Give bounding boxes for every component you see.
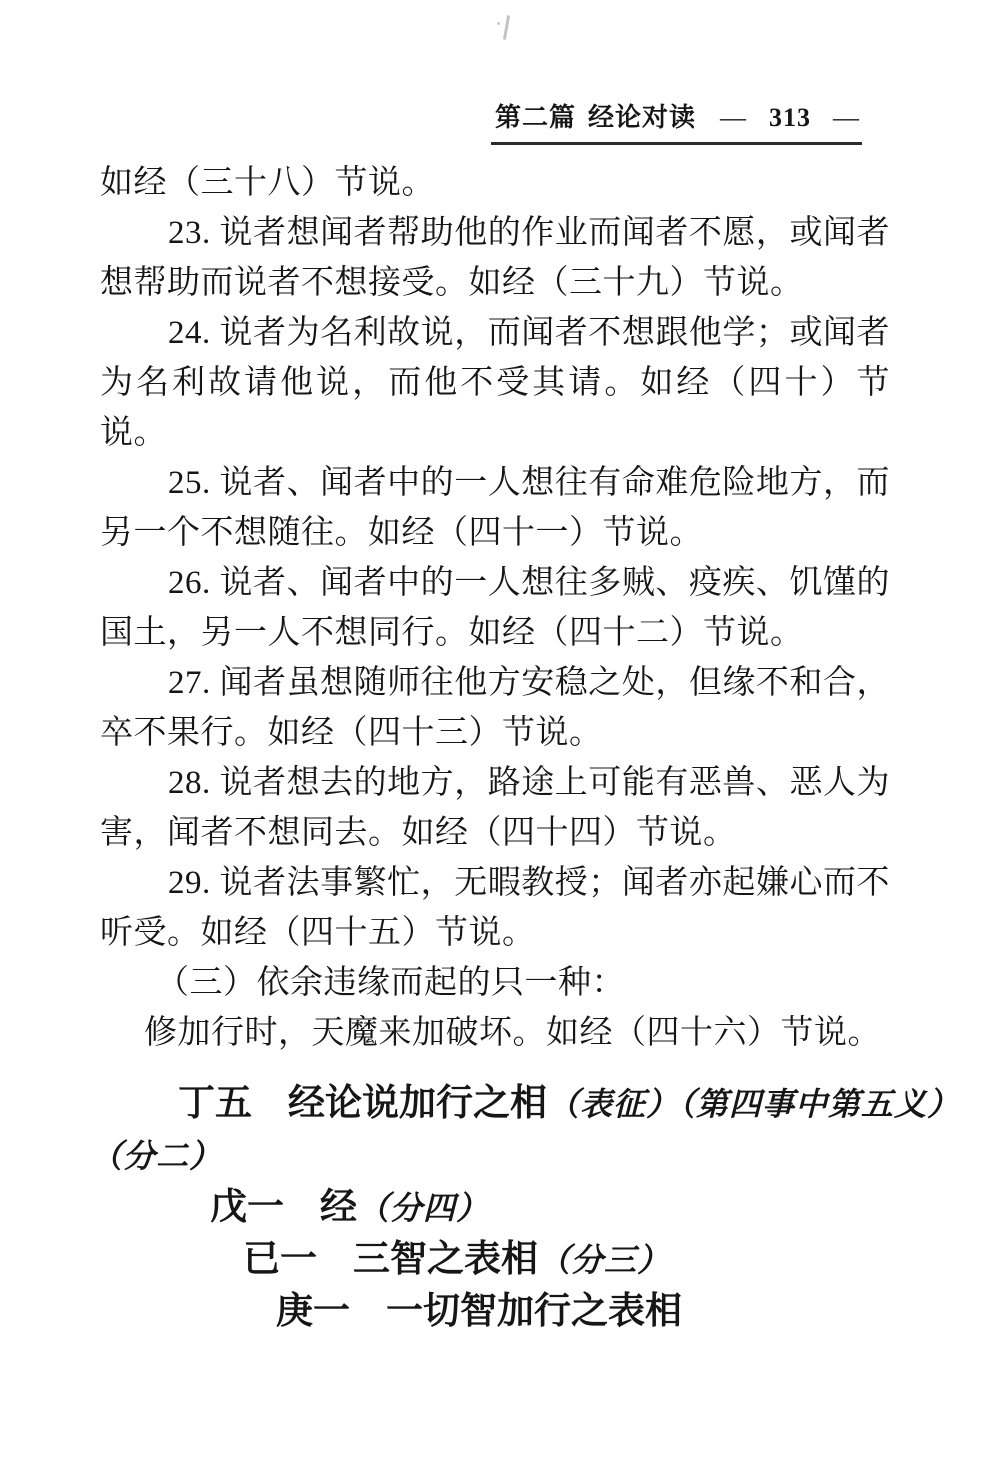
paragraph-27: 27. 闻者虽想随师往他方安稳之处，但缘不和合，卒不果行。如经（四十三）节说。 [100,665,890,751]
heading-level-2-label: 戊一 [210,1187,284,1228]
heading-level-1-annotation: （表征）（第四事中第五义） [547,1086,961,1122]
paragraph-continuation: 如经（三十八）节说。 [100,165,435,201]
heading-level-3-annotation: （分三） [538,1242,671,1278]
heading-level-1 [100,1078,961,1130]
paragraph-25: 25. 说者、闻者中的一人想往有命难危险地方，而另一个不想随往。如经（四十一）节说。 [100,465,890,551]
heading-level-2 [100,1182,890,1234]
header-section-label: 第二篇 [494,103,576,132]
heading-level-4-title: 一切智加行之表相 [386,1291,682,1332]
heading-level-3-label: 已一 [243,1239,317,1280]
paragraph-28: 28. 说者想去的地方，路途上可能有恶兽、恶人为害，闻者不想同去。如经（四十四）节说。 [100,765,890,851]
header-chapter-title: 经论对读 [587,103,696,132]
paragraph-26: 26. 说者、闻者中的一人想往多贼、疫疾、饥馑的国土，另一人不想同行。如经（四十二）节说。 [100,565,890,651]
heading-level-3-title: 三智之表相 [353,1239,538,1280]
heading-level-3 [100,1234,890,1286]
page-number: 313 [769,103,811,132]
heading-level-1-continued [90,1130,890,1182]
heading-level-4-label: 庚一 [276,1291,350,1332]
scan-artifact [503,15,510,40]
page-body [90,158,961,1338]
heading-level-1-label: 丁五 [178,1083,252,1124]
heading-level-1-annotation-wrap: （分二） [90,1138,223,1174]
header-dash-left: — [720,103,747,132]
paragraph-item-three-body: 修加行时，天魔来加破坏。如经（四十六）节说。 [144,1015,881,1051]
paragraph-24: 24. 说者为名利故说，而闻者不想跟他学；或闻者为名利故请他说，而他不受其请。如经（四十）节说。 [100,315,890,451]
running-header [491,97,862,145]
heading-level-4 [100,1286,890,1338]
header-dash-right: — [833,103,860,132]
paragraph-29: 29. 说者法事繁忙，无暇教授；闻者亦起嫌心而不听受。如经（四十五）节说。 [100,865,890,951]
paragraph-23: 23. 说者想闻者帮助他的作业而闻者不愿，或闻者想帮助而说者不想接受。如经（三十九）节说。 [100,215,890,301]
outline-headings [90,1078,961,1338]
scan-artifact-dot [497,22,500,25]
heading-level-2-title: 经 [320,1187,357,1228]
paragraph-item-three: （三）依余违缘而起的只一种： [156,965,625,1001]
heading-level-2-annotation: （分四） [357,1190,490,1226]
heading-level-1-title: 经论说加行之相 [288,1083,547,1124]
